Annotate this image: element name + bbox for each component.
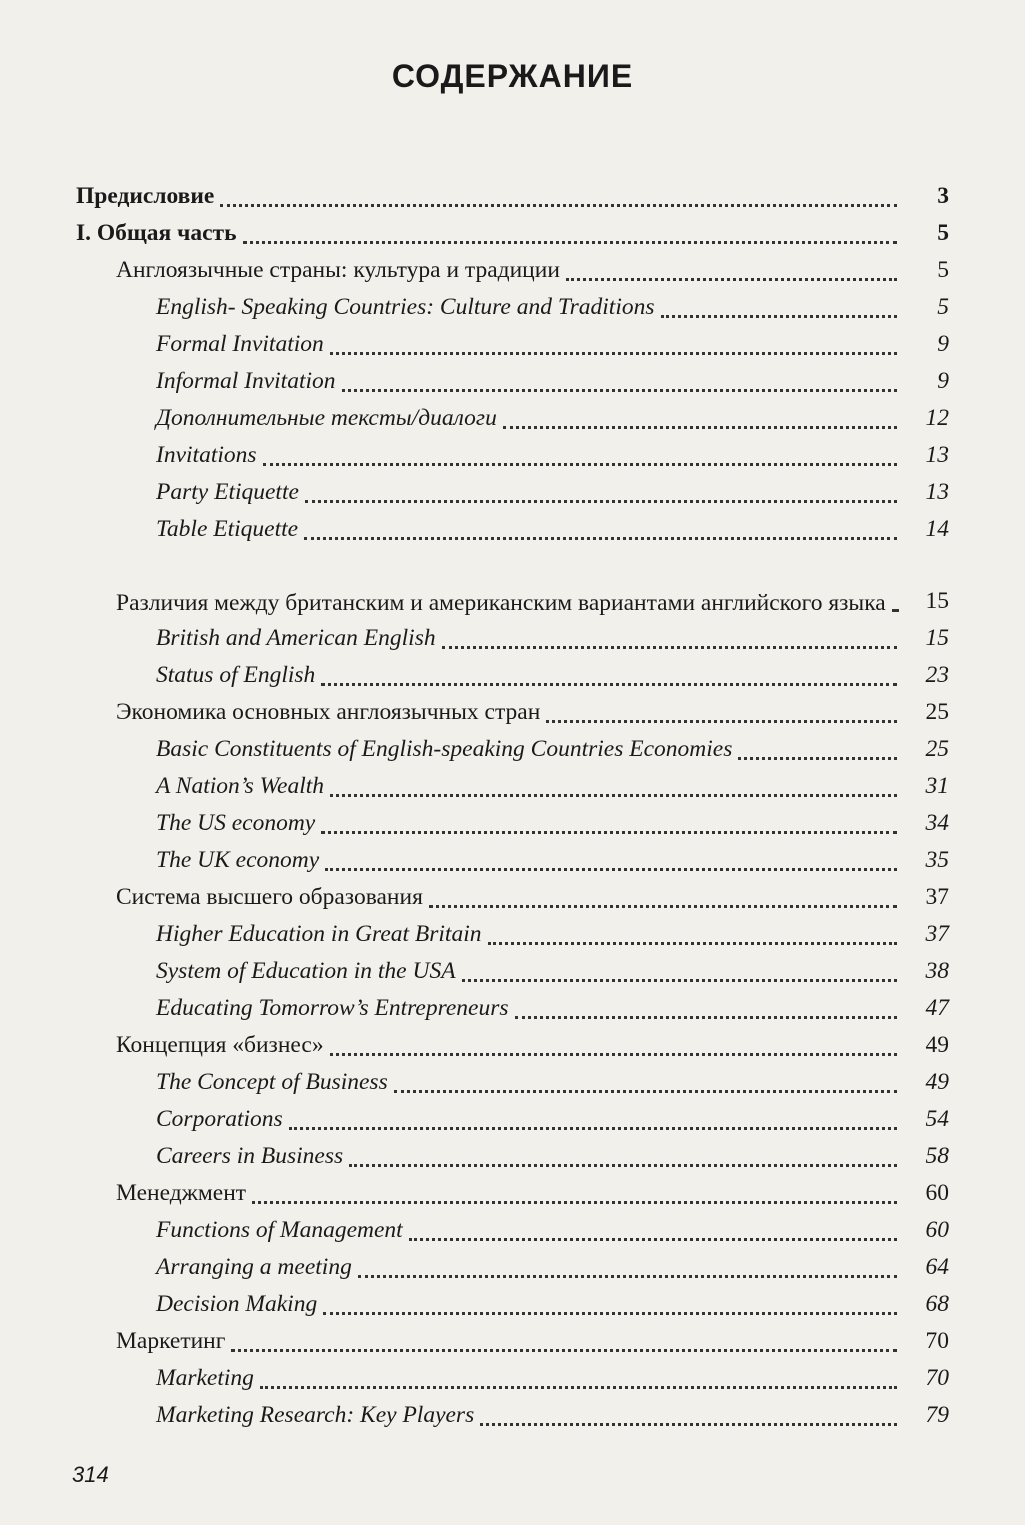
toc-entry-page: 31 (925, 773, 949, 799)
toc-entry (76, 215, 949, 252)
toc-entry-title: Decision Making (156, 1291, 318, 1317)
toc-entry (76, 805, 949, 842)
dot-leader (409, 1237, 897, 1241)
toc-entry (76, 1175, 949, 1212)
toc-entry-title: Corporations (156, 1106, 283, 1132)
toc-entry-title: English- Speaking Countries: Culture and Traditions (156, 294, 655, 320)
toc-entry-title: Менеджмент (116, 1180, 247, 1206)
toc-entry-title: Marketing Research: Key Players (156, 1402, 475, 1428)
toc-entry-title: The UK economy (156, 847, 320, 873)
dot-leader (263, 462, 897, 466)
toc-entry-page: 3 (937, 183, 949, 209)
dot-leader (330, 1052, 897, 1056)
toc-entry-page: 34 (925, 810, 949, 836)
toc-entry-page: 68 (925, 1291, 949, 1317)
toc-entry-page: 49 (925, 1032, 949, 1058)
toc-entry-title: A Nation’s Wealth (156, 773, 325, 799)
toc-entry-page: 25 (925, 736, 949, 762)
toc-entry-page: 70 (925, 1365, 949, 1391)
dot-leader (480, 1422, 897, 1426)
toc-entry-title: British and American English (156, 625, 436, 651)
toc-entry-title: The Concept of Business (156, 1069, 388, 1095)
table-of-contents (76, 178, 949, 1434)
dot-leader (330, 793, 897, 797)
toc-entry-page: 5 (937, 220, 949, 246)
toc-entry-title: Table Etiquette (156, 516, 299, 542)
dot-leader (349, 1163, 897, 1167)
toc-entry-page: 14 (925, 516, 949, 542)
toc-entry-page: 9 (937, 331, 949, 357)
toc-entry (76, 694, 949, 731)
toc-entry-page: 79 (925, 1402, 949, 1428)
toc-entry-title: Invitations (156, 442, 257, 468)
toc-entry (76, 879, 949, 916)
dot-leader (231, 1348, 897, 1352)
toc-entry (76, 768, 949, 805)
toc-entry-page: 37 (925, 921, 949, 947)
toc-entry-page: 35 (925, 847, 949, 873)
toc-entry (76, 437, 949, 474)
toc-entry-title: Концепция «бизнес» (116, 1032, 324, 1058)
toc-entry (76, 620, 949, 657)
toc-entry (76, 1397, 949, 1434)
toc-entry-title: Маркетинг (116, 1328, 226, 1354)
toc-entry (76, 916, 949, 953)
dot-leader (305, 499, 897, 503)
toc-entry (76, 363, 949, 400)
toc-entry (76, 1064, 949, 1101)
dot-leader (304, 536, 897, 540)
dot-leader (462, 978, 897, 982)
toc-entry-page: 49 (925, 1069, 949, 1095)
toc-entry-page: 25 (925, 699, 949, 725)
toc-entry-page: 64 (925, 1254, 949, 1280)
toc-entry-title: Higher Education in Great Britain (156, 921, 482, 947)
toc-entry (76, 178, 949, 215)
toc-entry-page: 13 (925, 442, 949, 468)
toc-entry-title: Дополнительные тексты/диалоги (156, 405, 497, 431)
dot-leader (289, 1126, 897, 1130)
toc-entry (76, 953, 949, 990)
dot-leader (892, 608, 897, 612)
toc-entry-page: 37 (925, 884, 949, 910)
page-title: СОДЕРЖАНИЕ (391, 58, 634, 94)
dot-leader (330, 351, 897, 355)
toc-entry (76, 474, 949, 511)
toc-entry-title: System of Education in the USA (156, 958, 456, 984)
toc-entry (76, 1138, 949, 1175)
toc-entry (76, 842, 949, 879)
dot-leader (323, 1311, 897, 1315)
toc-entry-page: 13 (925, 479, 949, 505)
dot-leader (321, 830, 897, 834)
toc-entry (76, 252, 949, 289)
dot-leader (358, 1274, 897, 1278)
dot-leader (220, 203, 897, 207)
dot-leader (429, 904, 897, 908)
toc-entry-title: Marketing (156, 1365, 254, 1391)
dot-leader (515, 1015, 897, 1019)
toc-entry (76, 548, 949, 620)
page-number: 314 (72, 1462, 109, 1487)
toc-entry-page: 60 (925, 1180, 949, 1206)
toc-entry-title: Functions of Management (156, 1217, 403, 1243)
toc-entry-page: 47 (925, 995, 949, 1021)
toc-entry (76, 657, 949, 694)
toc-entry-page: 15 (925, 588, 949, 614)
toc-entry (76, 1101, 949, 1138)
dot-leader (321, 682, 897, 686)
toc-entry-title: Basic Constituents of English-speaking Countries Economies (156, 736, 733, 762)
toc-entry-title: Informal Invitation (156, 368, 336, 394)
toc-entry-title: Различия между британским и американским вариантами английского языка (116, 590, 886, 616)
toc-entry-page: 58 (925, 1143, 949, 1169)
toc-entry (76, 1286, 949, 1323)
toc-entry-page: 54 (925, 1106, 949, 1132)
toc-entry-page: 5 (937, 294, 949, 320)
toc-entry-title: Англоязычные страны: культура и традиции (116, 257, 560, 283)
toc-entry-title: I. Общая часть (76, 220, 237, 246)
toc-entry-page: 38 (925, 958, 949, 984)
toc-entry (76, 1360, 949, 1397)
toc-entry-title: Предисловие (76, 183, 215, 209)
dot-leader (738, 756, 897, 760)
toc-entry (76, 400, 949, 437)
dot-leader (394, 1089, 897, 1093)
dot-leader (566, 277, 897, 281)
toc-entry (76, 511, 949, 548)
toc-entry-page: 60 (925, 1217, 949, 1243)
toc-entry-page: 70 (925, 1328, 949, 1354)
dot-leader (260, 1385, 897, 1389)
dot-leader (342, 388, 898, 392)
toc-entry (76, 289, 949, 326)
toc-entry-page: 5 (937, 257, 949, 283)
toc-entry (76, 1212, 949, 1249)
toc-entry-title: Party Etiquette (156, 479, 299, 505)
dot-leader (546, 719, 897, 723)
toc-entry (76, 326, 949, 363)
toc-entry-title: Arranging a meeting (156, 1254, 352, 1280)
dot-leader (252, 1200, 897, 1204)
toc-entry-title: Formal Invitation (156, 331, 324, 357)
toc-entry-page: 15 (925, 625, 949, 651)
dot-leader (325, 867, 897, 871)
toc-entry-title: Система высшего образования (116, 884, 423, 910)
toc-entry-page: 23 (925, 662, 949, 688)
toc-entry (76, 1027, 949, 1064)
dot-leader (661, 314, 897, 318)
dot-leader (503, 425, 897, 429)
toc-entry-title: Careers in Business (156, 1143, 344, 1169)
toc-entry (76, 1249, 949, 1286)
dot-leader (243, 240, 897, 244)
toc-entry-page: 12 (925, 405, 949, 431)
toc-entry (76, 731, 949, 768)
toc-entry-page: 9 (937, 368, 949, 394)
toc-entry-title: Экономика основных англоязычных стран (116, 699, 541, 725)
dot-leader (442, 645, 897, 649)
toc-entry-title: Educating Tomorrow’s Entrepreneurs (156, 995, 509, 1021)
toc-entry-title: Status of English (156, 662, 316, 688)
toc-entry (76, 1323, 949, 1360)
dot-leader (488, 941, 898, 945)
toc-entry (76, 990, 949, 1027)
toc-entry-title: The US economy (156, 810, 316, 836)
